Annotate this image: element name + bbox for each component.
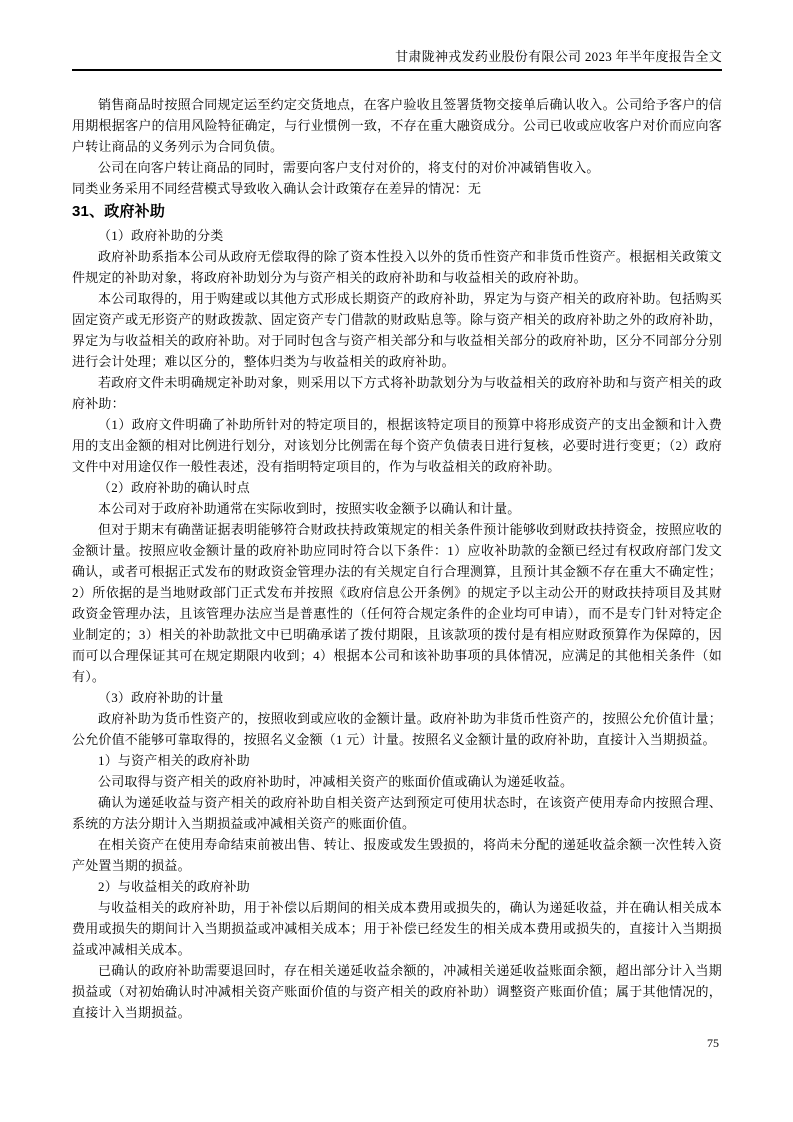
subheading-grant-recognition: （2）政府补助的确认时点	[98, 480, 250, 495]
paragraph-asset-3: 在相关资产在使用寿命结束前被出售、转让、报废或发生毁损的，将尚未分配的递延收益余额一次性转入资产处置当期的损益。	[72, 837, 722, 873]
paragraph-classification-3: 若政府文件未明确规定补助对象，则采用以下方式将补助款划分为与收益相关的政府补助和与资产相关的政府补助：	[72, 375, 722, 411]
paragraph-income-1: 与收益相关的政府补助，用于补偿以后期间的相关成本费用或损失的，确认为递延收益，并在确认相关成本费用或损失的期间计入当期损益或冲减相关成本；用于补偿已经发生的相关成本费用或损失的，直接计入当期损益或冲减相关成本。	[72, 900, 722, 957]
subheading-grant-classification: （1）政府补助的分类	[98, 228, 224, 243]
paragraph-same-business-note: 同类业务采用不同经营模式导致收入确认会计政策存在差异的情况：无	[72, 181, 482, 196]
header-title: 甘肃陇神戎发药业股份有限公司 2023 年半年度报告全文	[395, 49, 722, 64]
page-number: 75	[707, 1036, 719, 1050]
paragraph-recognition-2: 但对于期末有确凿证据表明能够符合财政扶持政策规定的相关条件预计能够收到财政扶持资金，按照应收的金额计量。按照应收金额计量的政府补助应同时符合以下条件：1）应收补助款的金额已经过有权政府部门发文确认，或者可根据正式发布的财政资金管理办法的有关规定自行合理测算，且预计其金额不存在重大不确定性；2）所依据的是当地财政部门正式发布并按照《政府信息公开条例》的规定予以主动公开的财政扶持项目及其财政资金管理办法，且该管理办法应当是普惠性的（任何符合规定条件的企业均可申请），而不是专门针对特定企业制定的；3）相关的补助款批文中已明确承诺了拨付期限，且该款项的拨付是有相应财政预算作为保障的，因而可以合理保证其可在规定期限内收到；4）根据本公司和该补助事项的具体情况，应满足的其他相关条件（如有）。	[72, 522, 722, 684]
paragraph-classification-4: （1）政府文件明确了补助所针对的特定项目的，根据该特定项目的预算中将形成资产的支出金额和计入费用的支出金额的相对比例进行划分，对该划分比例需在每个资产负债表日进行复核，必要时进行变更；（2）政府文件中对用途仅作一般性表述，没有指明特定项目的，作为与收益相关的政府补助。	[72, 417, 722, 474]
paragraph-asset-1: 公司取得与资产相关的政府补助时，冲减相关资产的账面价值或确认为递延收益。	[98, 774, 574, 789]
paragraph-sales-delivery: 销售商品时按照合同规定运至约定交货地点，在客户验收且签署货物交接单后确认收入。公司给予客户的信用期根据客户的信用风险特征确定，与行业惯例一致，不存在重大融资成分。公司已收或应收客户对价而应向客户转让商品的义务列示为合同负债。	[72, 97, 722, 154]
paragraph-income-2: 已确认的政府补助需要退回时，存在相关递延收益余额的，冲减相关递延收益账面余额，超出部分计入当期损益或（对初始确认时冲减相关资产账面价值的与资产相关的政府补助）调整资产账面价值；属于其他情况的，直接计入当期损益。	[72, 963, 722, 1020]
paragraph-classification-1: 政府补助系指本公司从政府无偿取得的除了资本性投入以外的货币性资产和非货币性资产。根据相关政策文件规定的补助对象，将政府补助划分为与资产相关的政府补助和与收益相关的政府补助。	[72, 249, 722, 285]
heading-government-grants: 31、政府补助	[72, 203, 166, 220]
page-header	[72, 0, 722, 71]
page-body	[72, 94, 722, 1023]
subheading-grant-measurement: （3）政府补助的计量	[98, 690, 224, 705]
paragraph-asset-2: 确认为递延收益与资产相关的政府补助自相关资产达到预定可使用状态时，在该资产使用寿命内按照合理、系统的方法分期计入当期损益或冲减相关资产的账面价值。	[72, 795, 722, 831]
paragraph-measurement-1: 政府补助为货币性资产的，按照收到或应收的金额计量。政府补助为非货币性资产的，按照公允价值计量；公允价值不能够可靠取得的，按照名义金额（1 元）计量。按照名义金额计量的政府补助，直接计入当期损益。	[72, 711, 722, 747]
paragraph-consideration-paid: 公司在向客户转让商品的同时，需要向客户支付对价的，将支付的对价冲减销售收入。	[98, 160, 600, 175]
subheading-income-related-grants: 2）与收益相关的政府补助	[98, 879, 250, 894]
subheading-asset-related-grants: 1）与资产相关的政府补助	[98, 753, 250, 768]
paragraph-classification-2: 本公司取得的，用于购建或以其他方式形成长期资产的政府补助，界定为与资产相关的政府补助。包括购买固定资产或无形资产的财政拨款、固定资产专门借款的财政贴息等。除与资产相关的政府补助之外的政府补助，界定为与收益相关的政府补助。对于同时包含与资产相关部分和与收益相关部分的政府补助，区分不同部分分别进行会计处理；难以区分的，整体归类为与收益相关的政府补助。	[72, 291, 722, 369]
paragraph-recognition-1: 本公司对于政府补助通常在实际收到时，按照实收金额予以确认和计量。	[98, 501, 521, 516]
